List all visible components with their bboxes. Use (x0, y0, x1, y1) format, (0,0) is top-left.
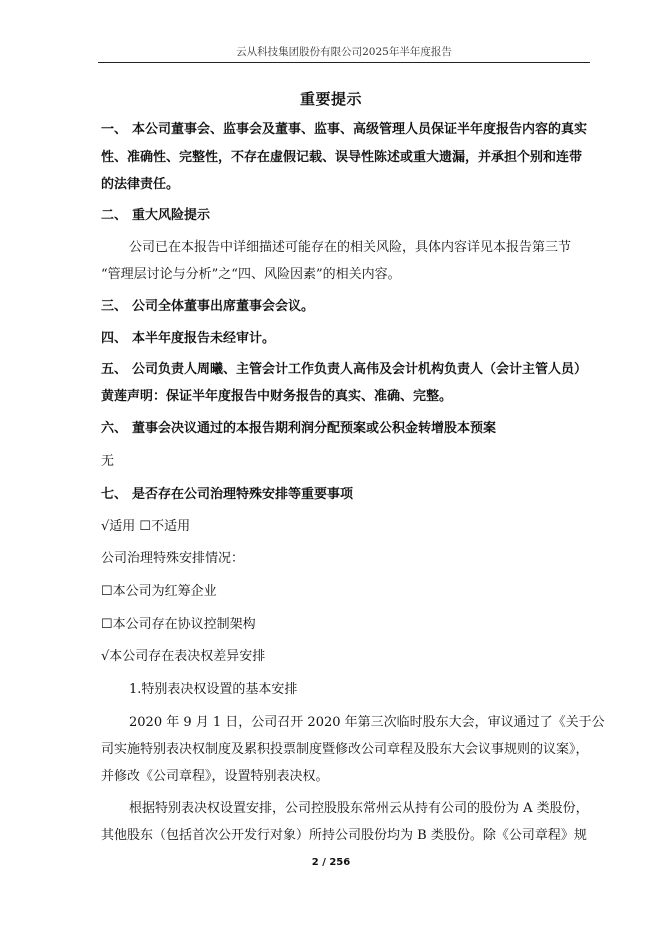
item-1-line-1: 一、 本公司董事会、监事会及董事、监事、高级管理人员保证半年度报告内容的真实 (101, 122, 588, 137)
item-5-line-2: 黄莲声明：保证半年度报告中财务报告的真实、准确、完整。 (101, 389, 453, 404)
item-5-line-1: 五、 公司负责人周曦、主管会计工作负责人高伟及会计机构负责人（会计主管人员） (101, 362, 588, 377)
para-1-line-2: 司实施特别表决权制度及累积投票制度暨修改公司章程及股东大会议事规则的议案》， (101, 742, 589, 757)
para-1-line-1: 2020 年 9 月 1 日，公司召开 2020 年第三次临时股东大会，审议通过了《关于公 (129, 715, 605, 730)
item-6: 六、 董事会决议通过的本报告期利润分配预案或公积金转增股本预案 (101, 421, 497, 436)
item-2-line-2: “管理层讨论与分析”之“四、风险因素”的相关内容。 (101, 267, 401, 282)
page-number: 2 / 256 (311, 857, 351, 868)
item-6-answer: 无 (101, 454, 115, 469)
running-header: 云从科技集团股份有限公司2025年半年度报告 (236, 46, 452, 58)
para-2-line-1: 根据特别表决权设置安排，公司控股股东常州云从持有公司的股份为 A 类股份， (129, 801, 589, 816)
item-2-heading: 二、 重大风险提示 (101, 208, 211, 223)
option-vie-structure: ☐本公司存在协议控制架构 (101, 617, 256, 632)
option-red-chip: ☐本公司为红筹企业 (101, 584, 217, 599)
item-7: 七、 是否存在公司治理特殊安排等重要事项 (101, 487, 354, 502)
item-2-line-1: 公司已在本报告中详细描述可能存在的相关风险，具体内容详见本报告第三节 (129, 240, 572, 255)
item-1-line-3: 的法律责任。 (101, 177, 180, 192)
item-4: 四、 本半年度报告未经审计。 (101, 331, 276, 346)
header-rule (98, 62, 590, 63)
para-2-line-2: 其他股东（包括首次公开发行对象）所持公司股份均为 B 类股份。除《公司章程》规 (101, 828, 587, 843)
subheading-special-voting: 1.特别表决权设置的基本安排 (129, 682, 298, 697)
applicable-checkbox-row: √适用 ☐不适用 (101, 519, 191, 534)
para-1-line-3: 并修改《公司章程》，设置特别表决权。 (101, 769, 329, 784)
item-1-line-2: 性、准确性、完整性，不存在虚假记载、误导性陈述或重大遗漏，并承担个别和连带 (101, 150, 583, 165)
option-dual-class-voting: √本公司存在表决权差异安排 (101, 649, 266, 664)
page-title: 重要提示 (299, 90, 362, 108)
item-3: 三、 公司全体董事出席董事会会议。 (101, 299, 315, 314)
governance-intro: 公司治理特殊安排情况： (101, 551, 245, 566)
